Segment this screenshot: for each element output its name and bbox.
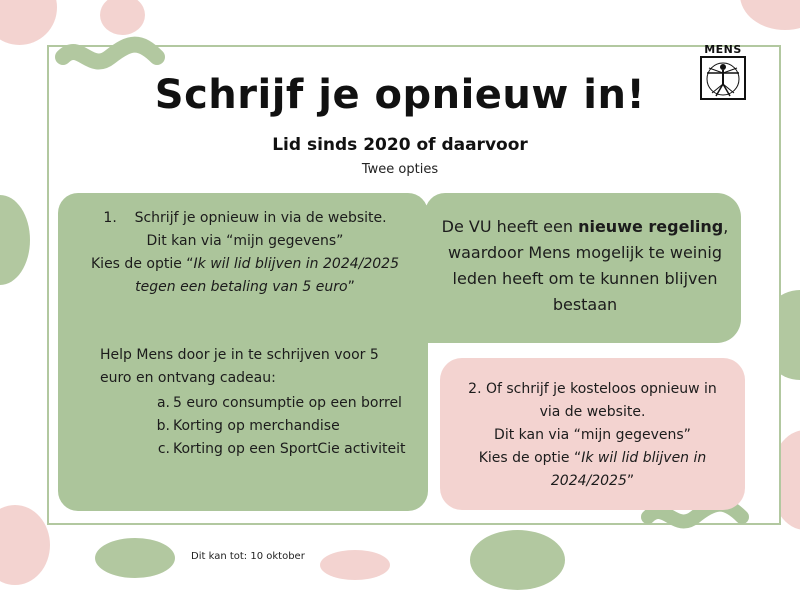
option-two-choice-option: Ik wil lid blijven in 2024/2025 (550, 450, 707, 489)
support-intro: Help Mens door je in te schrijven voor 5 euro en ontvang cadeau: (100, 347, 379, 386)
option-two-choice-prefix: Kies de optie “ (478, 450, 582, 466)
option-two-via: Dit kan via “mijn gegevens” (494, 427, 691, 443)
benefit-item (148, 392, 408, 415)
pink-circle-top-left (0, 0, 57, 45)
notice-text-end: , waardoor Mens mogelijk te weinig leden heeft om te kunnen blijven bestaan (448, 217, 729, 314)
option-one-choice (70, 253, 420, 299)
notice-text (435, 214, 735, 318)
logo-text: MENS (704, 43, 742, 56)
benefit-text: Korting op een SportCie activiteit (173, 441, 406, 457)
pink-circle-bottom-left (0, 505, 50, 585)
benefit-marker: a. (156, 395, 170, 411)
benefit-item (148, 415, 408, 438)
page-title: Schrijf je opnieuw in! (154, 72, 646, 118)
option-two-instruction: 2. Of schrijf je kosteloos opnieuw in via de website. (468, 381, 717, 420)
deadline-note: Dit kan tot: 10 oktober (191, 551, 305, 562)
green-circle-bottom (95, 538, 175, 578)
option-one-line1 (70, 207, 420, 230)
green-circle-bottom-right (470, 530, 565, 590)
pink-circle-bottom (320, 550, 390, 580)
notice-highlight: nieuwe regeling (578, 217, 724, 236)
option-one-via: Dit kan via “mijn gegevens” (146, 233, 344, 249)
pink-circle-top-right (740, 0, 800, 30)
option-one-number: 1. (103, 210, 117, 226)
page-subtitle: Lid sinds 2020 of daarvoor (272, 135, 528, 155)
option-one-choice-suffix: ” (347, 279, 355, 295)
benefits-list (148, 392, 408, 461)
benefit-item (148, 438, 408, 461)
benefit-text: 5 euro consumptie op een borrel (173, 395, 402, 411)
notice-text-start: De VU heeft een (441, 217, 579, 236)
option-one-choice-prefix: Kies de optie “ (91, 256, 194, 272)
option-one-text (70, 207, 420, 299)
options-label: Twee opties (361, 162, 439, 177)
option-one-instruction: Schrijf je opnieuw in via de website. (134, 210, 387, 226)
benefit-marker: b. (156, 418, 170, 434)
benefit-marker: c. (157, 441, 170, 457)
green-circle-left (0, 195, 30, 285)
benefit-text: Korting op merchandise (173, 418, 340, 434)
option-two-choice-suffix: ” (626, 473, 635, 489)
option-two-choice (445, 447, 740, 493)
option-two-text (445, 378, 740, 493)
option-one-choice-option: Ik wil lid blijven in 2024/2025 tegen een betaling van 5 euro (135, 256, 399, 295)
pink-circle-top (100, 0, 145, 35)
